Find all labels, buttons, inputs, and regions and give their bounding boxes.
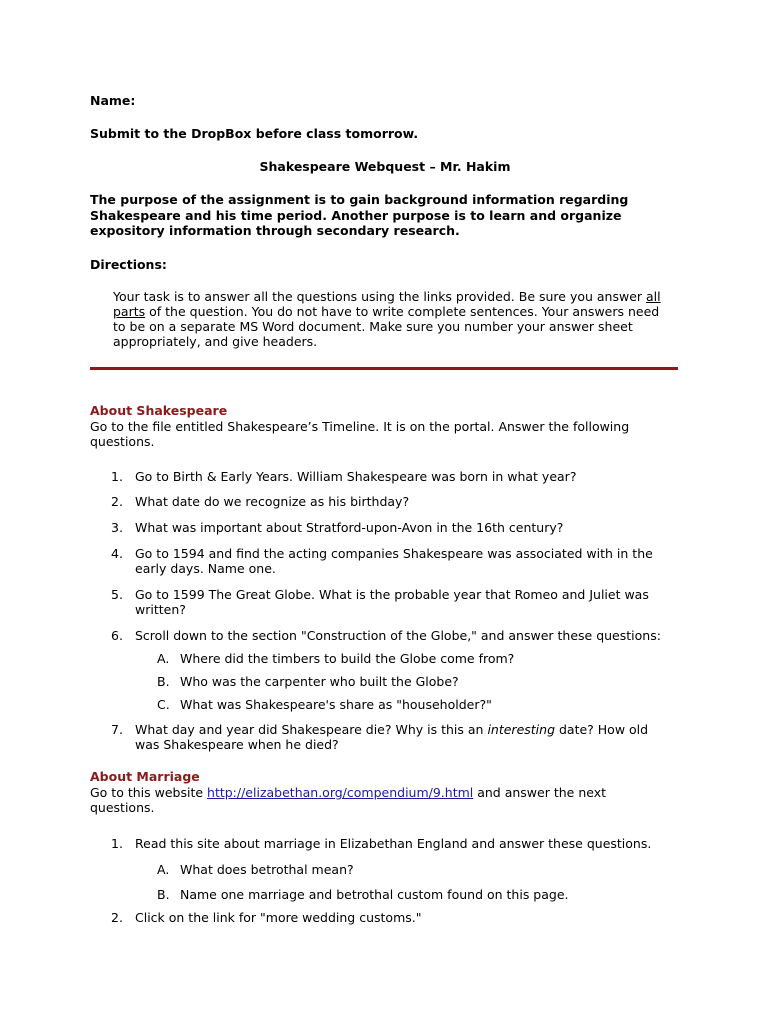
list-text: What date do we recognize as his birthday? bbox=[135, 494, 410, 509]
sub-list-letter: A. bbox=[157, 651, 170, 666]
list-text: Go to 1599 The Great Globe. What is the probable year that Romeo and Juliet was written? bbox=[135, 587, 649, 617]
list-number: 7. bbox=[111, 722, 123, 737]
list-number: 5. bbox=[111, 587, 123, 602]
sub-list-text: Name one marriage and betrothal custom found on this page. bbox=[180, 887, 569, 902]
section-intro-marriage bbox=[90, 785, 650, 815]
list-text bbox=[135, 722, 675, 752]
compendium-link[interactable]: http://elizabethan.org/compendium/9.html bbox=[207, 785, 474, 800]
list-number: 3. bbox=[111, 520, 123, 535]
intro-text-after: and answer the next questions. bbox=[90, 785, 607, 815]
list-number: 6. bbox=[111, 628, 123, 643]
sub-list-letter: C. bbox=[157, 697, 170, 712]
list-number: 2. bbox=[111, 910, 123, 925]
sub-list-letter: B. bbox=[157, 674, 170, 689]
sub-list-letter: A. bbox=[157, 862, 170, 877]
sub-list-text: What does betrothal mean? bbox=[180, 862, 354, 877]
sub-list-text: Where did the timbers to build the Globe come from? bbox=[180, 651, 515, 666]
sub-list-text: What was Shakespeare's share as "householder?" bbox=[180, 697, 492, 712]
section-heading-marriage: About Marriage bbox=[90, 769, 200, 784]
list-text-after: date? How old was Shakespeare when he died? bbox=[135, 722, 649, 752]
list-text: Scroll down to the section "Construction of the Globe," and answer these questions: bbox=[135, 628, 661, 643]
list-number: 4. bbox=[111, 546, 123, 561]
section-heading-shakespeare: About Shakespeare bbox=[90, 403, 228, 418]
page-title: Shakespeare Webquest – Mr. Hakim bbox=[259, 159, 511, 174]
list-number: 2. bbox=[111, 494, 123, 509]
directions-text bbox=[113, 289, 666, 349]
directions-text-after: of the question. You do not have to write complete sentences. Your answers need to be on a separate MS Word document. Make sure you number your answer sheet appropriately, and give headers. bbox=[113, 304, 660, 349]
list-text-italic: interesting bbox=[487, 722, 555, 737]
name-label: Name: bbox=[90, 93, 136, 108]
sub-list-letter: B. bbox=[157, 887, 170, 902]
purpose-paragraph: The purpose of the assignment is to gain background information regarding Shakespeare and his time period. Another purpose is to learn and organize expository information through secondary research. bbox=[90, 192, 629, 238]
list-text-before: What day and year did Shakespeare die? Why is this an bbox=[135, 722, 488, 737]
section-divider bbox=[90, 367, 678, 370]
list-text: Go to Birth & Early Years. William Shakespeare was born in what year? bbox=[135, 469, 577, 484]
intro-text-before: Go to this website bbox=[90, 785, 208, 800]
list-number: 1. bbox=[111, 469, 123, 484]
list-text: What was important about Stratford-upon-Avon in the 16th century? bbox=[135, 520, 564, 535]
section-intro-shakespeare: Go to the file entitled Shakespeare’s Timeline. It is on the portal. Answer the following questions. bbox=[90, 419, 630, 449]
directions-text-before: Your task is to answer all the questions using the links provided. Be sure you answer bbox=[113, 289, 647, 304]
list-text: Click on the link for "more wedding customs." bbox=[135, 910, 422, 925]
sub-list-text: Who was the carpenter who built the Globe? bbox=[180, 674, 459, 689]
list-number: 1. bbox=[111, 836, 123, 851]
directions-underlined: all parts bbox=[113, 289, 661, 319]
list-text: Go to 1594 and find the acting companies Shakespeare was associated with in the early days. Name one. bbox=[135, 546, 653, 576]
list-text: Read this site about marriage in Elizabethan England and answer these questions. bbox=[135, 836, 652, 851]
submit-note: Submit to the DropBox before class tomorrow. bbox=[90, 126, 419, 141]
directions-label: Directions: bbox=[90, 257, 167, 272]
